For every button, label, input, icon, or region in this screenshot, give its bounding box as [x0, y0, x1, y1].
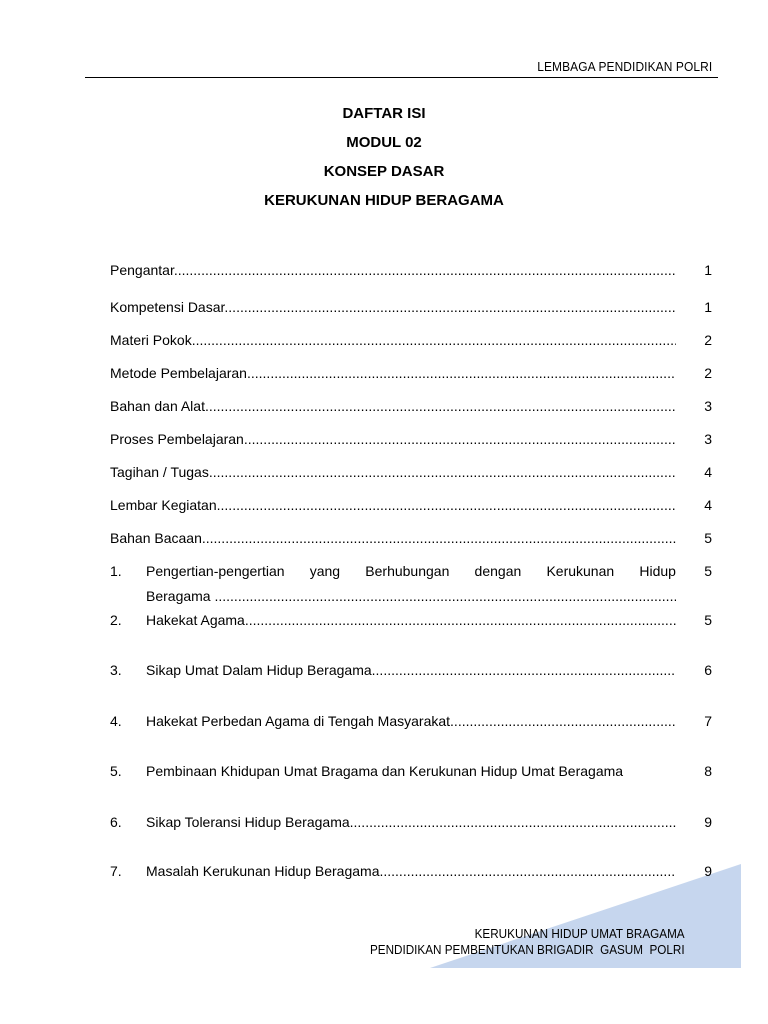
toc-subentry-number: 7. — [110, 863, 122, 879]
label-word: Pengertian-pengertian — [146, 563, 285, 579]
header-institution: LEMBAGA PENDIDIKAN POLRI — [536, 59, 712, 74]
toc-subentry-number: 4. — [110, 713, 122, 729]
toc-entry-page: 3 — [704, 398, 712, 414]
toc-subentry[interactable] — [110, 563, 714, 603]
footer — [370, 926, 685, 958]
toc-entry-label: Kompetensi Dasar — [110, 299, 225, 315]
toc-subentry-label: Hakekat Agama — [146, 612, 245, 628]
toc-subentry-number: 1. — [110, 563, 122, 579]
label-word: dengan — [474, 563, 522, 579]
toc-subentry-page: 9 — [704, 863, 712, 879]
label-word: Berhubungan — [365, 563, 450, 579]
toc-subentry-number: 5. — [110, 763, 122, 779]
toc-entry-page: 4 — [704, 464, 712, 480]
toc-entry-label: Bahan Bacaan — [110, 530, 202, 546]
toc-entry-page: 1 — [704, 262, 712, 278]
toc-entry-page: 3 — [704, 431, 712, 447]
toc-entry-label: Pengantar — [110, 262, 174, 278]
toc-entry-label: Lembar Kegiatan — [110, 497, 217, 513]
title-line-2: MODUL 02 — [346, 134, 422, 151]
label-word: Kerukunan — [546, 563, 615, 579]
toc-entry-label: Proses Pembelajaran — [110, 431, 244, 447]
label-word: yang — [309, 563, 341, 579]
toc-entry-page: 4 — [704, 497, 712, 513]
toc-subentry-label: Masalah Kerukunan Hidup Beragama — [146, 863, 380, 879]
footer-line-1: KERUKUNAN HIDUP UMAT BRAGAMA — [475, 926, 685, 941]
toc-entry-page: 2 — [704, 332, 712, 348]
toc-entry-page: 2 — [704, 365, 712, 381]
toc-entry-label: Materi Pokok — [110, 332, 192, 348]
toc-subentry-page: 5 — [704, 563, 712, 579]
toc-subentry-page: 7 — [704, 713, 712, 729]
toc-subentry-number: 2. — [110, 612, 122, 628]
toc-subentry-label: Pembinaan Khidupan Umat Bragama dan Kerukunan Hidup Umat Beragama — [146, 763, 624, 779]
title-line-4: KERUKUNAN HIDUP BERAGAMA — [264, 192, 504, 209]
toc-subentry-page: 5 — [704, 612, 712, 628]
toc-subentry-label: Sikap Toleransi Hidup Beragama — [146, 814, 350, 830]
toc-entry-label: Metode Pembelajaran — [110, 365, 247, 381]
toc-entry-page: 1 — [704, 299, 712, 315]
toc-subentry-page: 6 — [704, 662, 712, 678]
toc-subentry-number: 6. — [110, 814, 122, 830]
toc-subentry-label: Hakekat Perbedan Agama di Tengah Masyarakat — [146, 713, 451, 729]
toc-subentry-number: 3. — [110, 662, 122, 678]
toc-subentry-label-line1 — [146, 563, 676, 579]
toc-entry-page: 5 — [704, 530, 712, 546]
toc-subentry-label-line2: Beragama — [146, 588, 215, 604]
toc-entry-label: Bahan dan Alat — [110, 398, 205, 414]
toc-subentry-label: Sikap Umat Dalam Hidup Beragama — [146, 662, 372, 678]
title-line-1: DAFTAR ISI — [342, 105, 426, 122]
toc-entry-label: Tagihan / Tugas — [110, 464, 209, 480]
label-word: Hidup — [639, 563, 676, 579]
toc-subentry-page: 9 — [704, 814, 712, 830]
footer-line-2: PENDIDIKAN PEMBENTUKAN BRIGADIR GASUM POLRI — [370, 942, 685, 957]
title-line-3: KONSEP DASAR — [323, 163, 445, 180]
toc-subentry-page: 8 — [704, 763, 712, 779]
